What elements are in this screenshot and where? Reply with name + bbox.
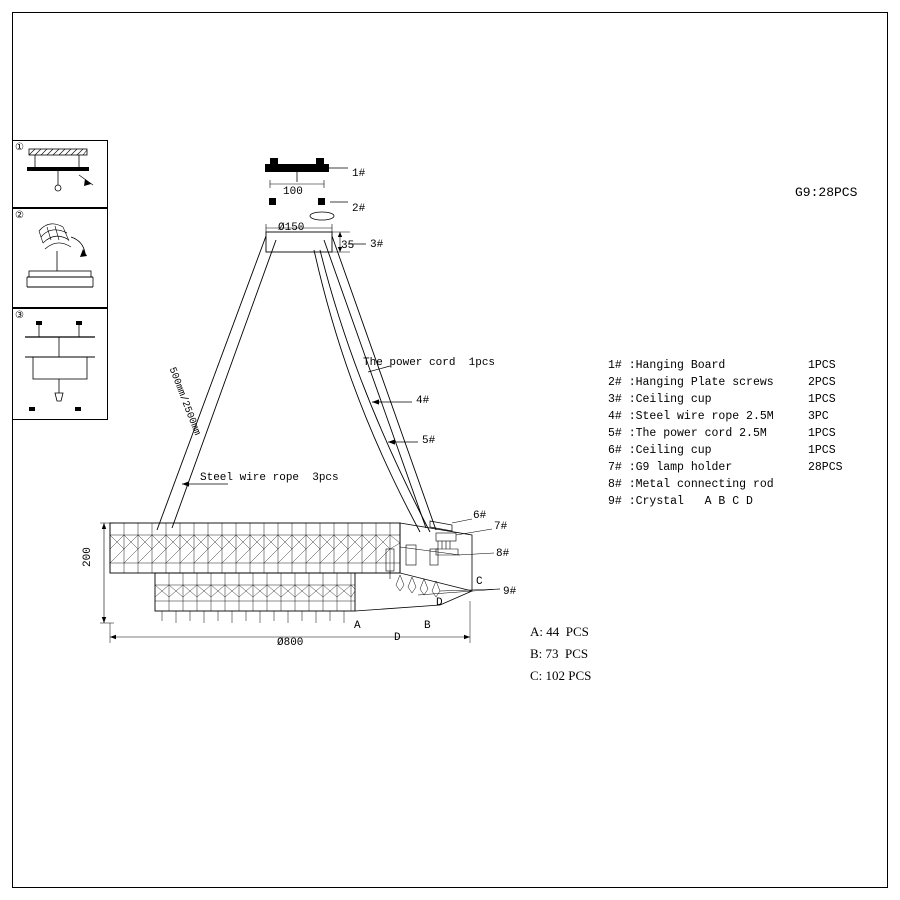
parts-list-row — [608, 408, 878, 425]
step-3-number: ③ — [15, 311, 24, 322]
step-3-illustration — [13, 309, 107, 419]
part-name: :Crystal A B C D — [628, 495, 753, 508]
parts-list-row — [608, 357, 878, 374]
part-id: 3# — [608, 393, 622, 406]
steel-wire-note: Steel wire rope 3pcs — [200, 472, 339, 484]
part-id: 2# — [608, 376, 622, 389]
crystal-count-row: B: 73 PCS — [530, 646, 589, 661]
dim-plate-width: 100 — [283, 186, 303, 198]
dim-overall-diameter: Ø800 — [277, 637, 304, 649]
part-qty — [808, 476, 878, 493]
step-1-illustration — [13, 141, 107, 207]
part-id: 7# — [608, 461, 622, 474]
crystal-count-row: A: 44 PCS — [530, 624, 589, 639]
parts-list-row — [608, 493, 878, 510]
part-name: :Metal connecting rod — [628, 478, 774, 491]
callout-2-label: 2# — [352, 203, 366, 215]
part-id: 8# — [608, 478, 622, 491]
part-qty — [808, 493, 878, 510]
callout-5-label: 5# — [422, 435, 436, 447]
step-box-3 — [12, 308, 108, 420]
part-id: 9# — [608, 495, 622, 508]
letter-c-right-label: C — [476, 576, 483, 588]
step-box-2 — [12, 208, 108, 308]
part-qty: 1PCS — [808, 444, 836, 457]
dim-wire-length: 500mm/2500mm — [165, 366, 202, 438]
g9-count-label: G9:28PCS — [795, 185, 858, 200]
callout-8-label: 8# — [496, 548, 510, 560]
callout-6-label: 6# — [473, 510, 487, 522]
part-name: :Hanging Board — [628, 359, 726, 372]
page-title — [795, 183, 857, 201]
part-qty: 2PCS — [808, 376, 836, 389]
parts-list-row — [608, 459, 878, 476]
part-id: 5# — [608, 427, 622, 440]
part-name: :The power cord 2.5M — [628, 427, 767, 440]
letter-d-label: D — [394, 632, 401, 644]
callout-3-label: 3# — [370, 239, 384, 251]
step-2-illustration — [13, 209, 107, 307]
power-cord-note: The power cord 1pcs — [363, 357, 496, 369]
part-id: 4# — [608, 410, 622, 423]
crystal-counts — [530, 621, 591, 687]
dim-body-height: 200 — [82, 547, 94, 567]
parts-list-row — [608, 391, 878, 408]
parts-list — [608, 357, 878, 510]
part-qty: 1PCS — [808, 427, 836, 440]
part-qty: 1PCS — [808, 359, 836, 372]
part-id: 6# — [608, 444, 622, 457]
part-qty: 28PCS — [808, 461, 843, 474]
part-name: :G9 lamp holder — [628, 461, 733, 474]
callout-1-label: 1# — [352, 168, 366, 180]
callout-9-label: 9# — [503, 586, 517, 598]
crystal-count-row: C: 102 PCS — [530, 668, 592, 683]
letter-a-label: A — [354, 620, 361, 632]
parts-list-row — [608, 425, 878, 442]
part-qty: 1PCS — [808, 393, 836, 406]
body-dimensions — [100, 505, 520, 665]
step-box-1 — [12, 140, 108, 208]
part-name: :Hanging Plate screws — [628, 376, 774, 389]
letter-d-right-label: D — [436, 597, 443, 609]
parts-list-row — [608, 476, 878, 493]
part-qty: 3PC — [808, 410, 829, 423]
step-1-number: ① — [15, 143, 24, 154]
parts-list-row — [608, 374, 878, 391]
part-name: :Ceiling cup — [628, 444, 712, 457]
letter-b-label: B — [424, 620, 431, 632]
part-name: :Ceiling cup — [628, 393, 712, 406]
callout-7-label: 7# — [494, 521, 508, 533]
part-name: :Steel wire rope 2.5M — [628, 410, 774, 423]
parts-list-row — [608, 442, 878, 459]
dim-cup-diameter: Ø150 — [278, 222, 305, 234]
dim-cup-height: 35 — [341, 240, 355, 252]
part-id: 1# — [608, 359, 622, 372]
callout-4-label: 4# — [416, 395, 430, 407]
step-2-number: ② — [15, 211, 24, 222]
